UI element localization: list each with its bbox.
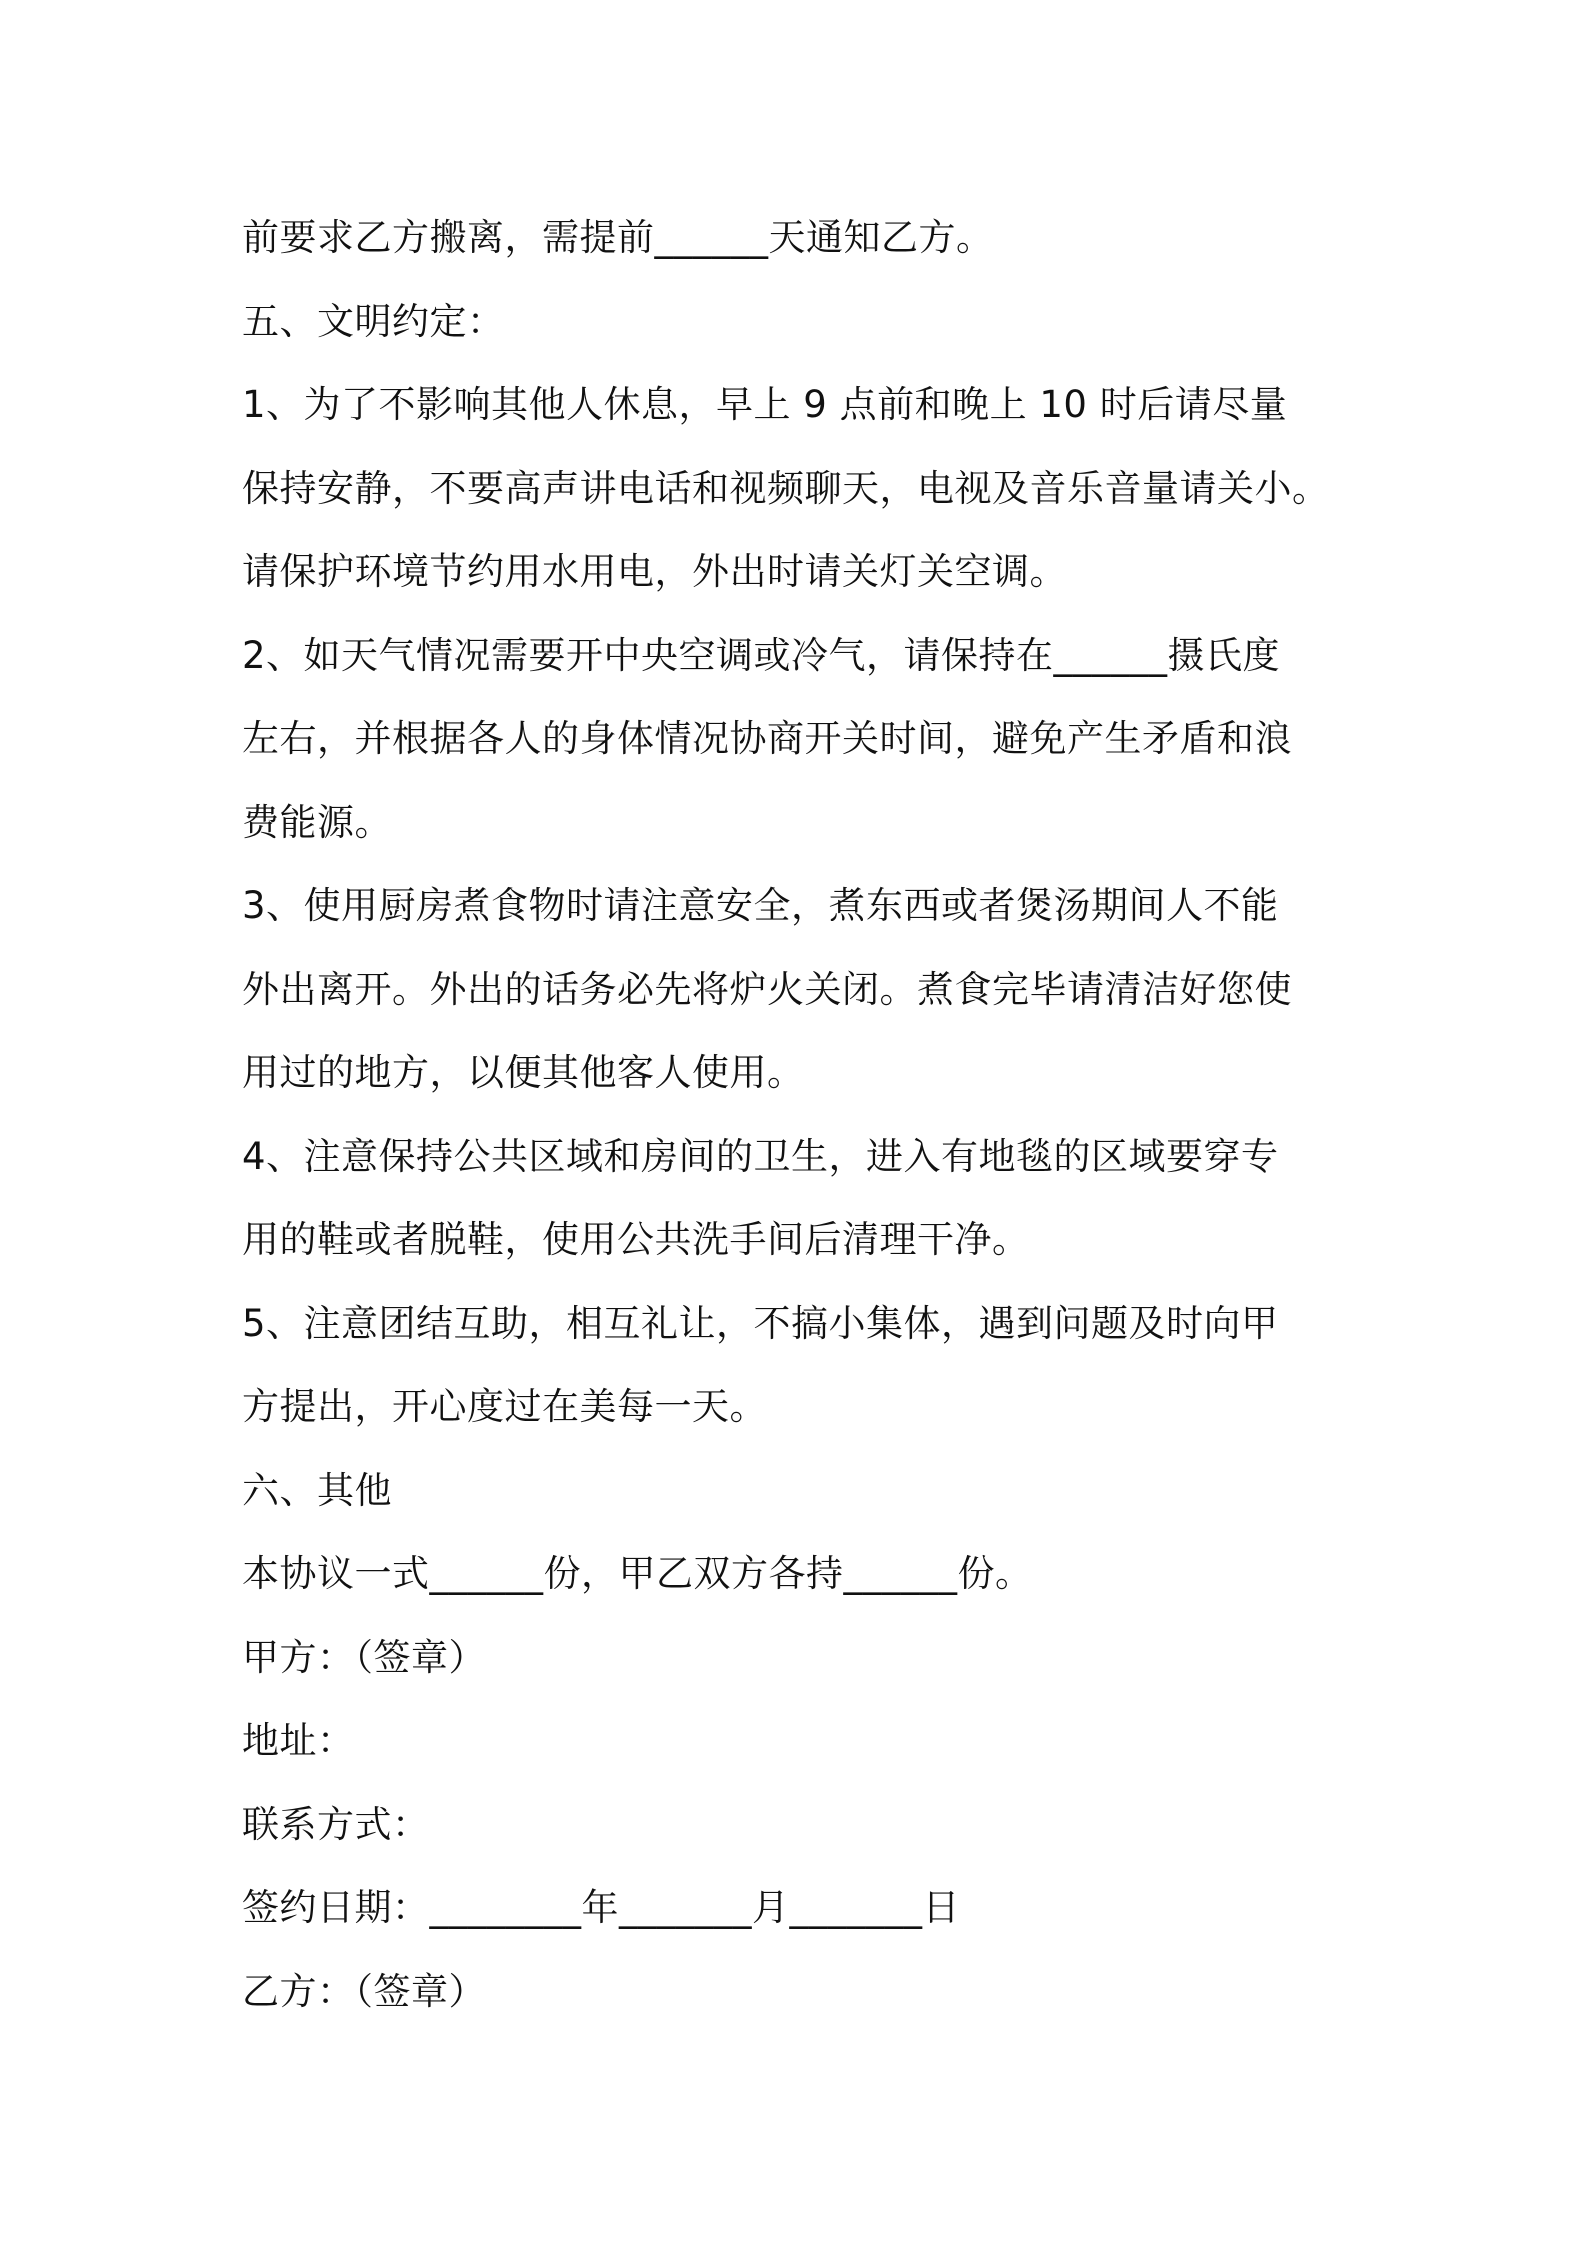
section-heading-civility: 五、文明约定： [242,299,505,343]
text-line-rule1-c: 请保护环境节约用水用电，外出时请关灯关空调。 [242,550,1067,593]
text-line-rule2-a: 2、如天气情况需要开中央空调或冷气，请保持在______摄氏度 [242,633,1281,677]
signing-date-label: 签约日期：________年_______月_______日 [242,1886,960,1929]
party-a-signature-label: 甲方：（签章） [242,1635,486,1679]
text-line-rule2-c: 费能源。 [242,800,392,844]
text-line-rule3-a: 3、使用厨房煮食物时请注意安全，煮东西或者煲汤期间人不能 [242,884,1279,927]
text-line-rule3-b: 外出离开。外出的话务必先将炉火关闭。煮食完毕请清洁好您使 [242,967,1292,1011]
text-line-rule4-a: 4、注意保持公共区域和房间的卫生，进入有地毯的区域要穿专 [242,1134,1279,1178]
text-line-rule4-b: 用的鞋或者脱鞋，使用公共洗手间后清理干净。 [242,1218,1030,1261]
text-line-rule1-b: 保持安静，不要高声讲电话和视频聊天，电视及音乐音量请关小。 [242,466,1330,510]
text-line-rule5-b: 方提出，开心度过在美每一天。 [242,1385,767,1428]
text-line-rule5-a: 5、注意团结互助，相互礼让，不搞小集体，遇到问题及时向甲 [242,1301,1279,1345]
document-page [242,196,1362,2033]
text-line-rule2-b: 左右，并根据各人的身体情况协商开关时间，避免产生矛盾和浪 [242,717,1292,760]
address-label: 地址： [242,1719,355,1762]
text-line-rule3-c: 用过的地方，以便其他客人使用。 [242,1051,805,1094]
text-line-copies: 本协议一式______份，甲乙双方各持______份。 [242,1552,1033,1595]
party-b-signature-label: 乙方：（签章） [242,1969,486,2013]
contact-label: 联系方式： [242,1802,430,1846]
text-line-rule1-a: 1、为了不影响其他人休息，早上 9 点前和晚上 10 时后请尽量 [242,383,1288,426]
section-heading-other: 六、其他 [242,1468,392,1512]
text-line-notice-days: 前要求乙方搬离，需提前______天通知乙方。 [242,216,994,259]
